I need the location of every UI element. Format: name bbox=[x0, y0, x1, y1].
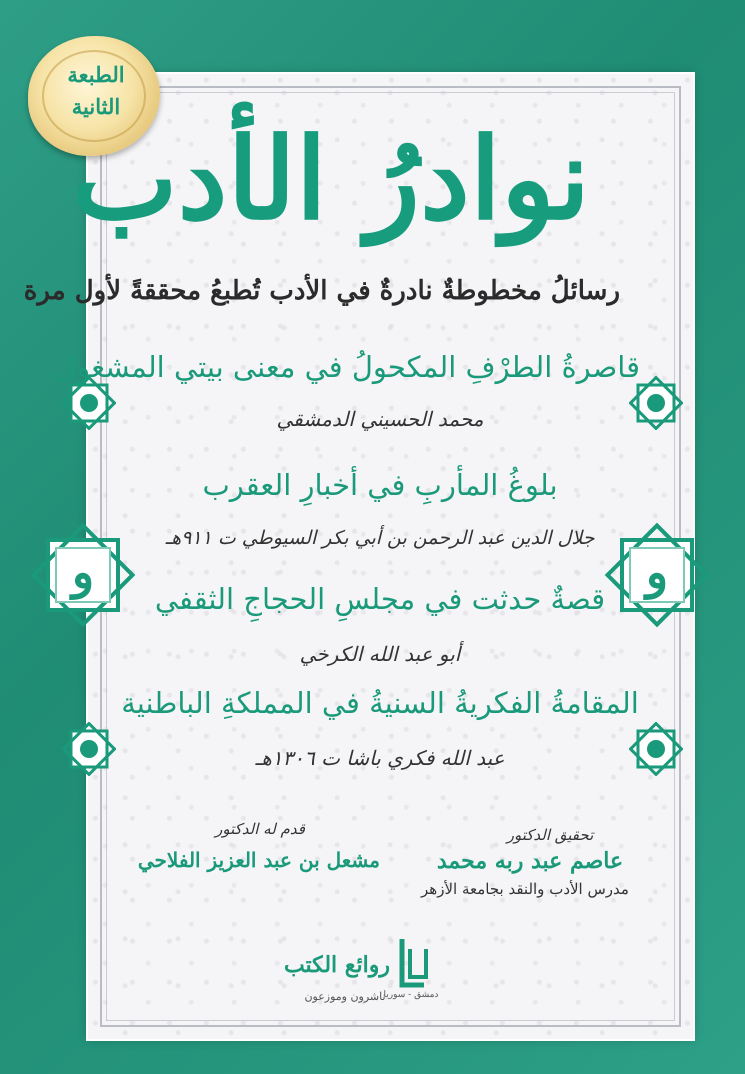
work-author-3: أبو عبد الله الكرخي bbox=[299, 642, 461, 666]
star-ornament-icon bbox=[62, 376, 116, 430]
publisher-location: دمشق - سوريا bbox=[383, 990, 439, 1000]
work-title-4: المقامةُ الفكريةُ السنيةُ في المملكةِ الباطنية bbox=[121, 686, 639, 720]
introducer-role: قدم له الدكتور bbox=[215, 820, 305, 838]
work-title-3: قصةٌ حدثت في مجلسِ الحجاجِ الثقفي bbox=[154, 582, 606, 616]
work-title-1: قاصرةُ الطرْفِ المكحولُ في معنى بيتي المشغول bbox=[55, 350, 640, 384]
publisher-logo-icon bbox=[392, 935, 434, 997]
edition-label-line1: الطبعة bbox=[67, 62, 125, 87]
work-title-2: بلوغُ المأربِ في أخبارِ العقرب bbox=[202, 468, 558, 502]
work-author-4: عبد الله فكري باشا ت ١٣٠٦هـ bbox=[255, 746, 505, 770]
book-title: نوادرُ الأدب bbox=[72, 114, 590, 245]
medallion-left-letter: و bbox=[71, 545, 95, 599]
star-ornament-icon bbox=[62, 722, 116, 776]
editor-role: تحقيق الدكتور bbox=[506, 826, 594, 844]
publisher-name: روائع الكتب bbox=[283, 952, 390, 978]
introducer-name: مشعل بن عبد العزيز الفلاحي bbox=[137, 848, 380, 872]
work-author-2: جلال الدين عبد الرحمن بن أبي بكر السيوطي ت ٩١١هـ bbox=[165, 527, 595, 549]
book-subtitle: رسائلُ مخطوطةٌ نادرةٌ في الأدب تُطبعُ محققةً لأول مرة bbox=[23, 276, 620, 306]
publisher-tagline: ناشرون وموزعون bbox=[304, 990, 386, 1003]
editor-name: عاصم عبد ربه محمد bbox=[436, 848, 624, 874]
edition-label-line2: الثانية bbox=[71, 94, 121, 119]
work-author-1: محمد الحسيني الدمشقي bbox=[276, 407, 484, 431]
medallion-right-letter: و bbox=[645, 545, 669, 599]
editor-position: مدرس الأدب والنقد بجامعة الأزهر bbox=[421, 880, 629, 898]
